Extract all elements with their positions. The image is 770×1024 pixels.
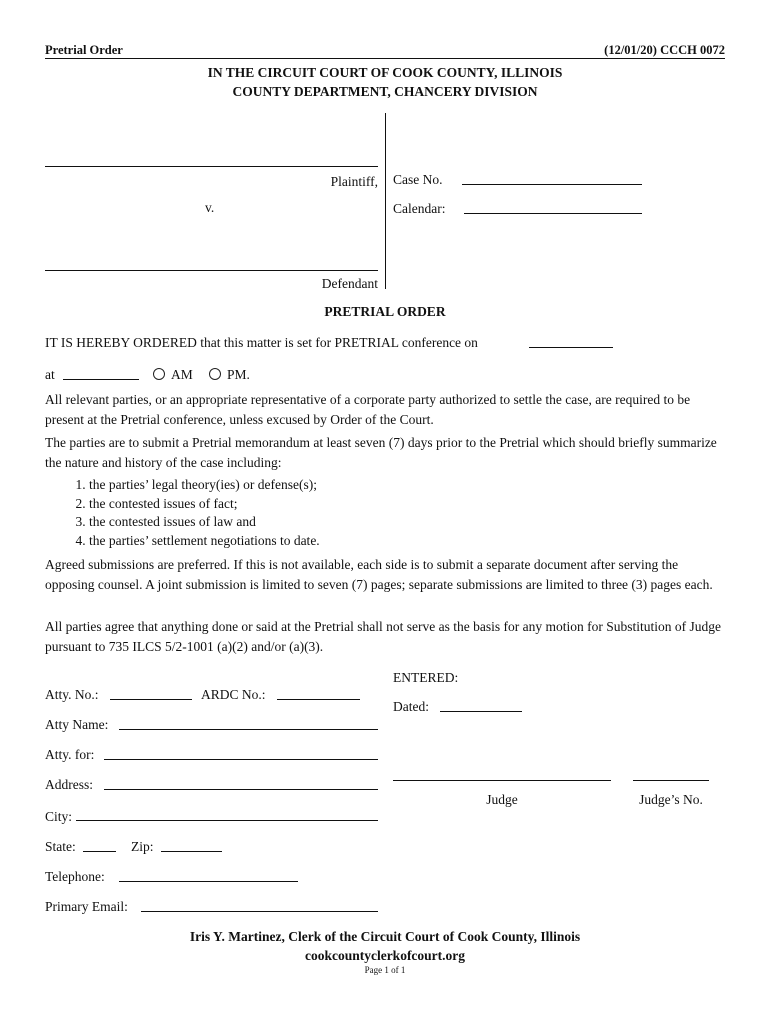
paragraph-submissions-text: Agreed submissions are preferred. If this is not available, each side is to submit a separate document after serving the opposing counsel. A joint submission is limited to seven (7) pages; separate submissions are limited to three (3) pages each.	[45, 557, 713, 592]
city-label: City:	[45, 809, 73, 824]
dated-label: Dated:	[393, 699, 429, 714]
state-field[interactable]	[83, 851, 116, 852]
paragraph-memorandum-text: The parties are to submit a Pretrial memorandum at least seven (7) days prior to the Pretrial which should briefly summarize the nature and history of the case including:	[45, 435, 717, 470]
header-rule	[45, 58, 725, 59]
memorandum-list	[45, 476, 725, 550]
defendant-field[interactable]	[45, 270, 378, 271]
court-title: IN THE CIRCUIT COURT OF COOK COUNTY, ILLINOIS	[207, 65, 563, 80]
atty-no-field[interactable]	[110, 699, 192, 700]
atty-name-field[interactable]	[119, 729, 378, 730]
caption-divider	[385, 113, 386, 289]
list-item: 2. the contested issues of fact;	[89, 495, 725, 514]
entered-label: ENTERED:	[393, 670, 459, 685]
case-no-field[interactable]	[462, 184, 642, 185]
ardc-no-field[interactable]	[277, 699, 360, 700]
ardc-no-label: ARDC No.:	[201, 687, 266, 702]
paragraph-substitution	[45, 617, 725, 657]
telephone-label: Telephone:	[45, 869, 105, 884]
email-field[interactable]	[141, 911, 378, 912]
paragraph-submissions	[45, 555, 725, 595]
paragraph-memorandum	[45, 433, 725, 473]
form-code: (12/01/20) CCCH 0072	[604, 43, 725, 57]
list-item: 4. the parties’ settlement negotiations to date.	[89, 532, 725, 551]
calendar-field[interactable]	[464, 213, 642, 214]
pm-label: PM.	[227, 367, 250, 382]
clerk-website[interactable]: cookcountyclerkofcourt.org	[304, 948, 466, 963]
form-name: Pretrial Order	[45, 43, 123, 57]
state-label: State:	[45, 839, 76, 854]
page-number: Page 1 of 1	[364, 965, 406, 975]
judge-number-line[interactable]	[633, 780, 709, 781]
pm-option[interactable]	[209, 367, 250, 383]
email-label: Primary Email:	[45, 899, 128, 914]
pm-radio[interactable]	[209, 368, 221, 380]
atty-for-field[interactable]	[104, 759, 378, 760]
city-field[interactable]	[76, 820, 378, 821]
am-radio[interactable]	[153, 368, 165, 380]
zip-field[interactable]	[161, 851, 222, 852]
judge-label: Judge	[486, 792, 518, 807]
judge-signature-line[interactable]	[393, 780, 611, 781]
am-option[interactable]	[153, 367, 193, 383]
list-item: 3. the contested issues of law and	[89, 513, 725, 532]
versus-label: v.	[205, 200, 215, 215]
clerk-name: Iris Y. Martinez, Clerk of the Circuit Court of Cook County, Illinois	[189, 929, 581, 944]
telephone-field[interactable]	[119, 881, 298, 882]
pretrial-time-field[interactable]	[63, 379, 139, 380]
case-no-label: Case No.	[393, 172, 443, 187]
atty-name-label: Atty Name:	[45, 717, 109, 732]
paragraph-attendance-text: All relevant parties, or an appropriate representative of a corporate party authorized to settle the case, are required to be present at the Pretrial conference, unless excused by Order of the Court.	[45, 392, 691, 427]
plaintiff-field[interactable]	[45, 166, 378, 167]
document-title: PRETRIAL ORDER	[324, 304, 446, 319]
dated-field[interactable]	[440, 711, 522, 712]
paragraph-attendance	[45, 390, 725, 430]
paragraph-substitution-text: All parties agree that anything done or said at the Pretrial shall not serve as the basis for any motion for Substitution of Judge pursuant to 735 ILCS 5/2-1001 (a)(2) and/or (a)(3).	[45, 619, 721, 654]
calendar-label: Calendar:	[393, 201, 446, 216]
pretrial-date-field[interactable]	[529, 347, 613, 348]
am-label: AM	[171, 367, 193, 382]
list-item: 1. the parties’ legal theory(ies) or defense(s);	[89, 476, 725, 495]
atty-for-label: Atty. for:	[45, 747, 95, 762]
division-title: COUNTY DEPARTMENT, CHANCERY DIVISION	[232, 84, 538, 99]
plaintiff-label: Plaintiff,	[330, 174, 378, 189]
zip-label: Zip:	[131, 839, 154, 854]
address-field[interactable]	[104, 789, 378, 790]
defendant-label: Defendant	[321, 276, 378, 291]
judge-number-label: Judge’s No.	[639, 792, 703, 807]
atty-no-label: Atty. No.:	[45, 687, 99, 702]
at-label: at	[45, 367, 55, 382]
address-label: Address:	[45, 777, 93, 792]
order-statement: IT IS HEREBY ORDERED that this matter is set for PRETRIAL conference on	[45, 335, 478, 350]
